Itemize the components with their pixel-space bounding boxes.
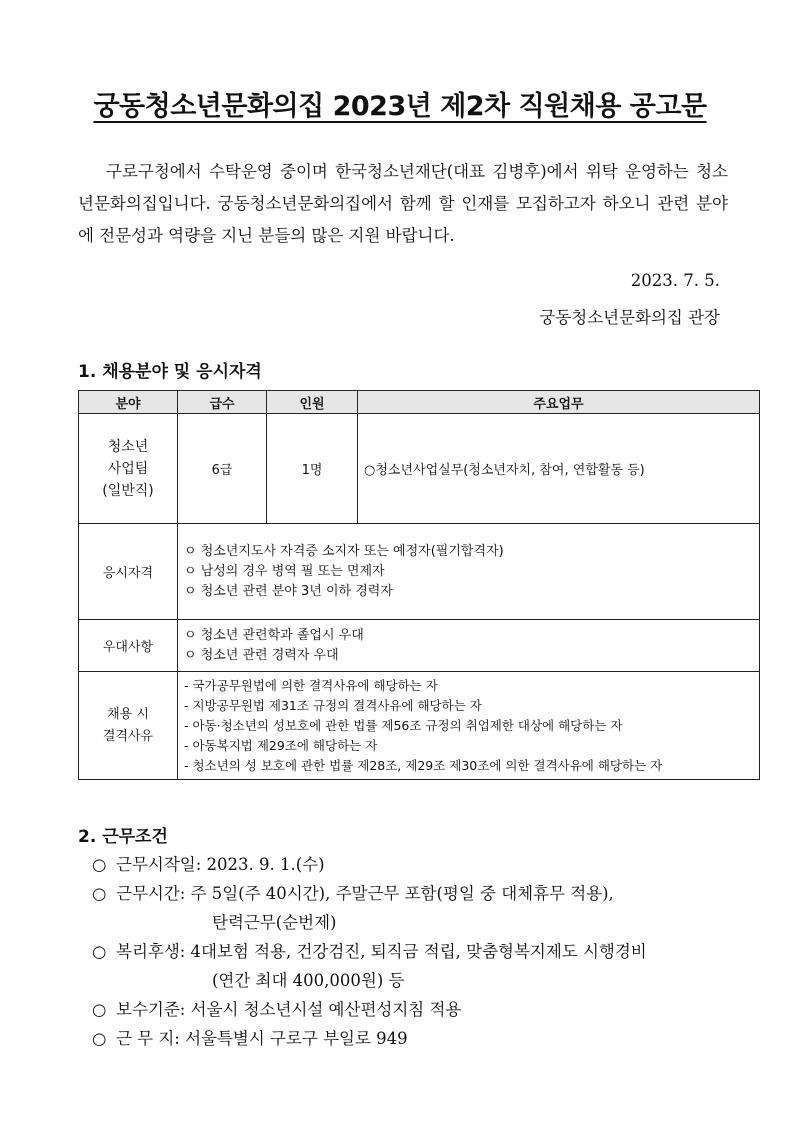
condition-continuation: 탄력근무(순번제) [212, 913, 337, 932]
announcement-date: 2023. 7. 5. [630, 271, 720, 290]
list-item: - 지방공무원법 제31조 규정의 결격사유에 해당하는 자 [184, 697, 482, 713]
table-row [79, 620, 760, 672]
disqualification-label: 채용 시 결격사유 [79, 672, 178, 780]
list-item: - 아동·청소년의 성보호에 관한 법률 제56조 규정의 취업제한 대상에 해당하는 자 [184, 717, 623, 733]
count-cell: 1명 [267, 414, 358, 524]
condition-text: 근무시간: 주 5일(주 40시간), 주말근무 포함(평일 중 대체휴무 적용), [116, 884, 614, 903]
circle-bullet-icon: ○ [92, 855, 107, 874]
condition-item [92, 879, 752, 937]
disqualification-cell [178, 672, 760, 780]
condition-item [92, 850, 752, 879]
condition-text: 근 무 지: 서울특별시 구로구 부일로 949 [116, 1029, 408, 1048]
table-row [79, 414, 760, 524]
list-item: - 국가공무원법에 의한 결격사유에 해당하는 자 [184, 677, 438, 693]
qualification-label: 응시자격 [79, 524, 178, 620]
header-grade: 급수 [178, 391, 267, 414]
list-item: ㅇ 남성의 경우 병역 필 또는 면제자 [184, 563, 385, 579]
preference-label: 우대사항 [79, 620, 178, 672]
circle-bullet-icon: ○ [92, 942, 107, 961]
circle-bullet-icon: ○ [92, 884, 107, 903]
field-cell: 청소년 사업팀 (일반직) [79, 414, 178, 524]
circle-bullet-icon: ○ [92, 1000, 107, 1019]
list-item: ㅇ 청소년 관련학과 졸업시 우대 [184, 627, 364, 643]
header-field: 분야 [79, 391, 178, 414]
preference-list [184, 626, 753, 666]
list-item: ㅇ 청소년 관련 분야 3년 이하 경력자 [184, 583, 393, 599]
condition-item [92, 1024, 752, 1053]
grade-cell: 6급 [178, 414, 267, 524]
section-2-heading: 2. 근무조건 [78, 827, 168, 847]
signer: 궁동청소년문화의집 관장 [539, 308, 720, 327]
table-row [79, 672, 760, 780]
qualification-list [184, 542, 753, 602]
circle-bullet-icon: ○ [92, 1029, 107, 1048]
condition-item [92, 937, 752, 995]
list-item: ㅇ 청소년 관련 경력자 우대 [184, 647, 339, 663]
duty-cell: ○청소년사업실무(청소년자치, 참여, 연합활동 등) [358, 414, 760, 524]
disqualification-list [184, 676, 757, 776]
condition-text: 근무시작일: 2023. 9. 1.(수) [116, 855, 325, 874]
page-title: 궁동청소년문화의집 2023년 제2차 직원채용 공고문 [93, 91, 707, 122]
work-conditions [92, 850, 752, 1053]
condition-continuation: (연간 최대 400,000원) 등 [212, 971, 405, 990]
header-count: 인원 [267, 391, 358, 414]
list-item: - 청소년의 성 보호에 관한 법률 제28조, 제29조 제30조에 의한 결격사유에 해당하는 자 [184, 757, 663, 773]
header-duty: 주요업무 [358, 391, 760, 414]
recruitment-table [78, 390, 760, 780]
qualification-cell [178, 524, 760, 620]
condition-text: 보수기준: 서울시 청소년시설 예산편성지침 적용 [116, 1000, 462, 1019]
condition-item [92, 995, 752, 1024]
section-1-heading: 1. 채용분야 및 응시자격 [78, 362, 262, 382]
intro-paragraph: 구로구청에서 수탁운영 중이며 한국청소년재단(대표 김병후)에서 위탁 운영하는 청소년문화의집입니다. 궁동청소년문화의집에서 함께 할 인재를 모집하고자 하오니 관련 분야에 전문성과 역량을 지닌 분들의 많은 지원 바랍니다. [78, 162, 728, 245]
list-item: - 아동복지법 제29조에 해당하는 자 [184, 737, 378, 753]
preference-cell [178, 620, 760, 672]
table-row [79, 524, 760, 620]
table-header-row [79, 391, 760, 414]
condition-text: 복리후생: 4대보험 적용, 건강검진, 퇴직금 적립, 맞춤형복지제도 시행경비 [116, 942, 647, 961]
list-item: ㅇ 청소년지도사 자격증 소지자 또는 예정자(필기합격자) [184, 543, 504, 559]
